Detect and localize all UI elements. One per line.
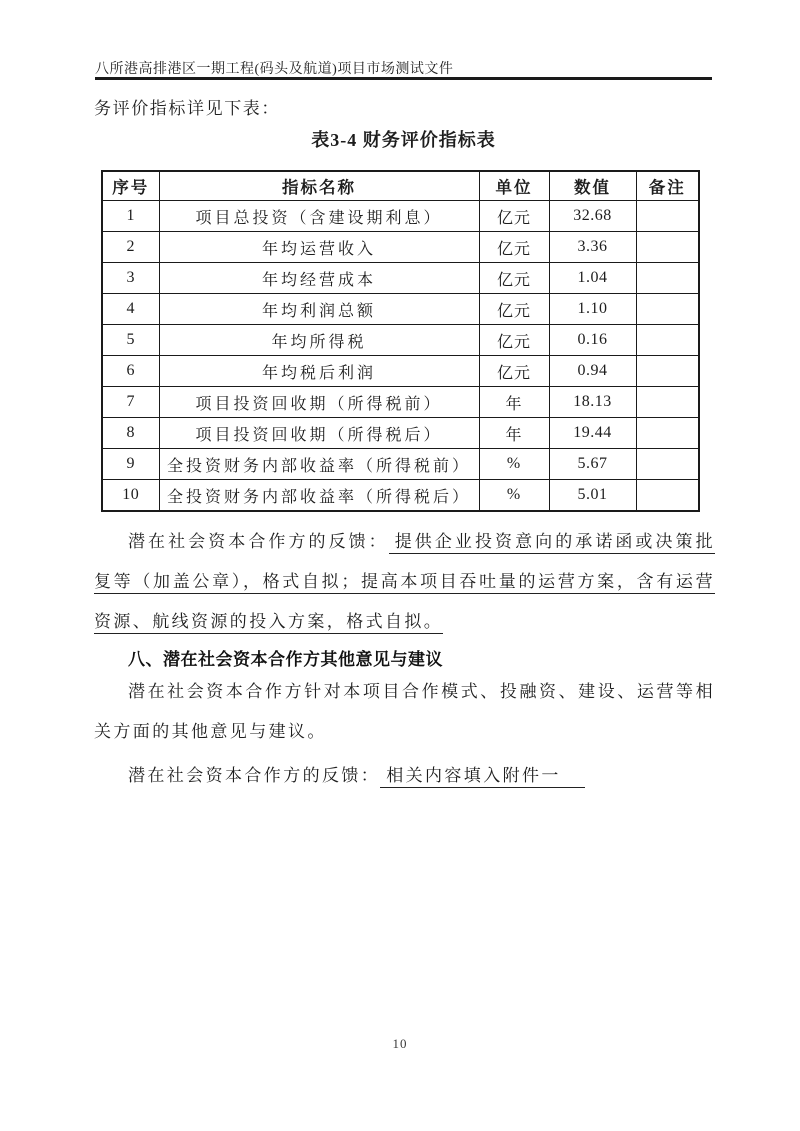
table-row: [102, 387, 699, 418]
section-feedback-label: 潜在社会资本合作方的反馈：: [128, 766, 381, 785]
indicator-name-cell: 年均经营成本: [159, 263, 479, 294]
unit-cell: 亿元: [479, 201, 549, 232]
intro-text: 务评价指标详见下表：: [94, 99, 280, 118]
value-cell: 19.44: [549, 418, 636, 449]
table-row: [102, 263, 699, 294]
note-cell: [636, 232, 699, 263]
note-cell: [636, 263, 699, 294]
section-feedback-underlined-text: 相关内容填入附件一: [380, 766, 585, 788]
table-row: [102, 294, 699, 325]
serial-cell: 4: [102, 294, 159, 325]
header-divider-rule: [95, 77, 712, 80]
unit-cell: 亿元: [479, 356, 549, 387]
financial-indicator-table: [101, 170, 700, 512]
note-cell: [636, 387, 699, 418]
feedback-underlined-text: 提供企业投资意向的承诺函或决策批复等（加盖公章），格式自拟；提高本项目吞吐量的运营方案，含有运营资源、航线资源的投入方案，格式自拟。: [94, 532, 715, 634]
unit-cell: 亿元: [479, 325, 549, 356]
serial-cell: 8: [102, 418, 159, 449]
serial-cell: 7: [102, 387, 159, 418]
serial-cell: 9: [102, 449, 159, 480]
unit-cell: 亿元: [479, 232, 549, 263]
indicator-name-cell: 项目投资回收期（所得税前）: [159, 387, 479, 418]
note-cell: [636, 480, 699, 512]
indicator-name-cell: 年均利润总额: [159, 294, 479, 325]
unit-cell: %: [479, 449, 549, 480]
table-title: 表3-4 财务评价指标表: [311, 130, 496, 150]
column-header-unit: 单位: [479, 171, 549, 201]
document-header-title: 八所港高排港区一期工程(码头及航道)项目市场测试文件: [95, 62, 454, 77]
column-header-value: 数值: [549, 171, 636, 201]
indicator-name-cell: 全投资财务内部收益率（所得税后）: [159, 480, 479, 512]
value-cell: 3.36: [549, 232, 636, 263]
table-row: [102, 201, 699, 232]
note-cell: [636, 325, 699, 356]
note-cell: [636, 294, 699, 325]
feedback-paragraph: [94, 522, 715, 642]
note-cell: [636, 449, 699, 480]
note-cell: [636, 356, 699, 387]
value-cell: 5.67: [549, 449, 636, 480]
table-row: [102, 356, 699, 387]
table-row: [102, 418, 699, 449]
note-cell: [636, 201, 699, 232]
table-row: [102, 480, 699, 512]
column-header-serial: 序号: [102, 171, 159, 201]
value-cell: 1.04: [549, 263, 636, 294]
value-cell: 1.10: [549, 294, 636, 325]
table-row: [102, 232, 699, 263]
unit-cell: 年: [479, 418, 549, 449]
table-body: [102, 201, 699, 512]
unit-cell: 亿元: [479, 294, 549, 325]
column-header-note: 备注: [636, 171, 699, 201]
value-cell: 32.68: [549, 201, 636, 232]
table-header-row: [102, 171, 699, 201]
section-feedback-paragraph: [94, 756, 715, 796]
table-row: [102, 325, 699, 356]
feedback-label: 潜在社会资本合作方的反馈：: [128, 532, 389, 551]
value-cell: 0.16: [549, 325, 636, 356]
serial-cell: 10: [102, 480, 159, 512]
indicator-name-cell: 年均税后利润: [159, 356, 479, 387]
column-header-indicator: 指标名称: [159, 171, 479, 201]
indicator-name-cell: 项目投资回收期（所得税后）: [159, 418, 479, 449]
serial-cell: 5: [102, 325, 159, 356]
serial-cell: 1: [102, 201, 159, 232]
section-body-paragraph: 潜在社会资本合作方针对本项目合作模式、投融资、建设、运营等相关方面的其他意见与建议。: [94, 682, 715, 741]
indicator-name-cell: 年均所得税: [159, 325, 479, 356]
serial-cell: 2: [102, 232, 159, 263]
indicator-name-cell: 项目总投资（含建设期利息）: [159, 201, 479, 232]
page-number: 10: [392, 1036, 408, 1051]
table-row: [102, 449, 699, 480]
unit-cell: %: [479, 480, 549, 512]
indicator-name-cell: 年均运营收入: [159, 232, 479, 263]
unit-cell: 年: [479, 387, 549, 418]
value-cell: 5.01: [549, 480, 636, 512]
unit-cell: 亿元: [479, 263, 549, 294]
section-heading: 八、潜在社会资本合作方其他意见与建议: [128, 650, 443, 669]
note-cell: [636, 418, 699, 449]
serial-cell: 3: [102, 263, 159, 294]
serial-cell: 6: [102, 356, 159, 387]
value-cell: 0.94: [549, 356, 636, 387]
value-cell: 18.13: [549, 387, 636, 418]
indicator-name-cell: 全投资财务内部收益率（所得税前）: [159, 449, 479, 480]
